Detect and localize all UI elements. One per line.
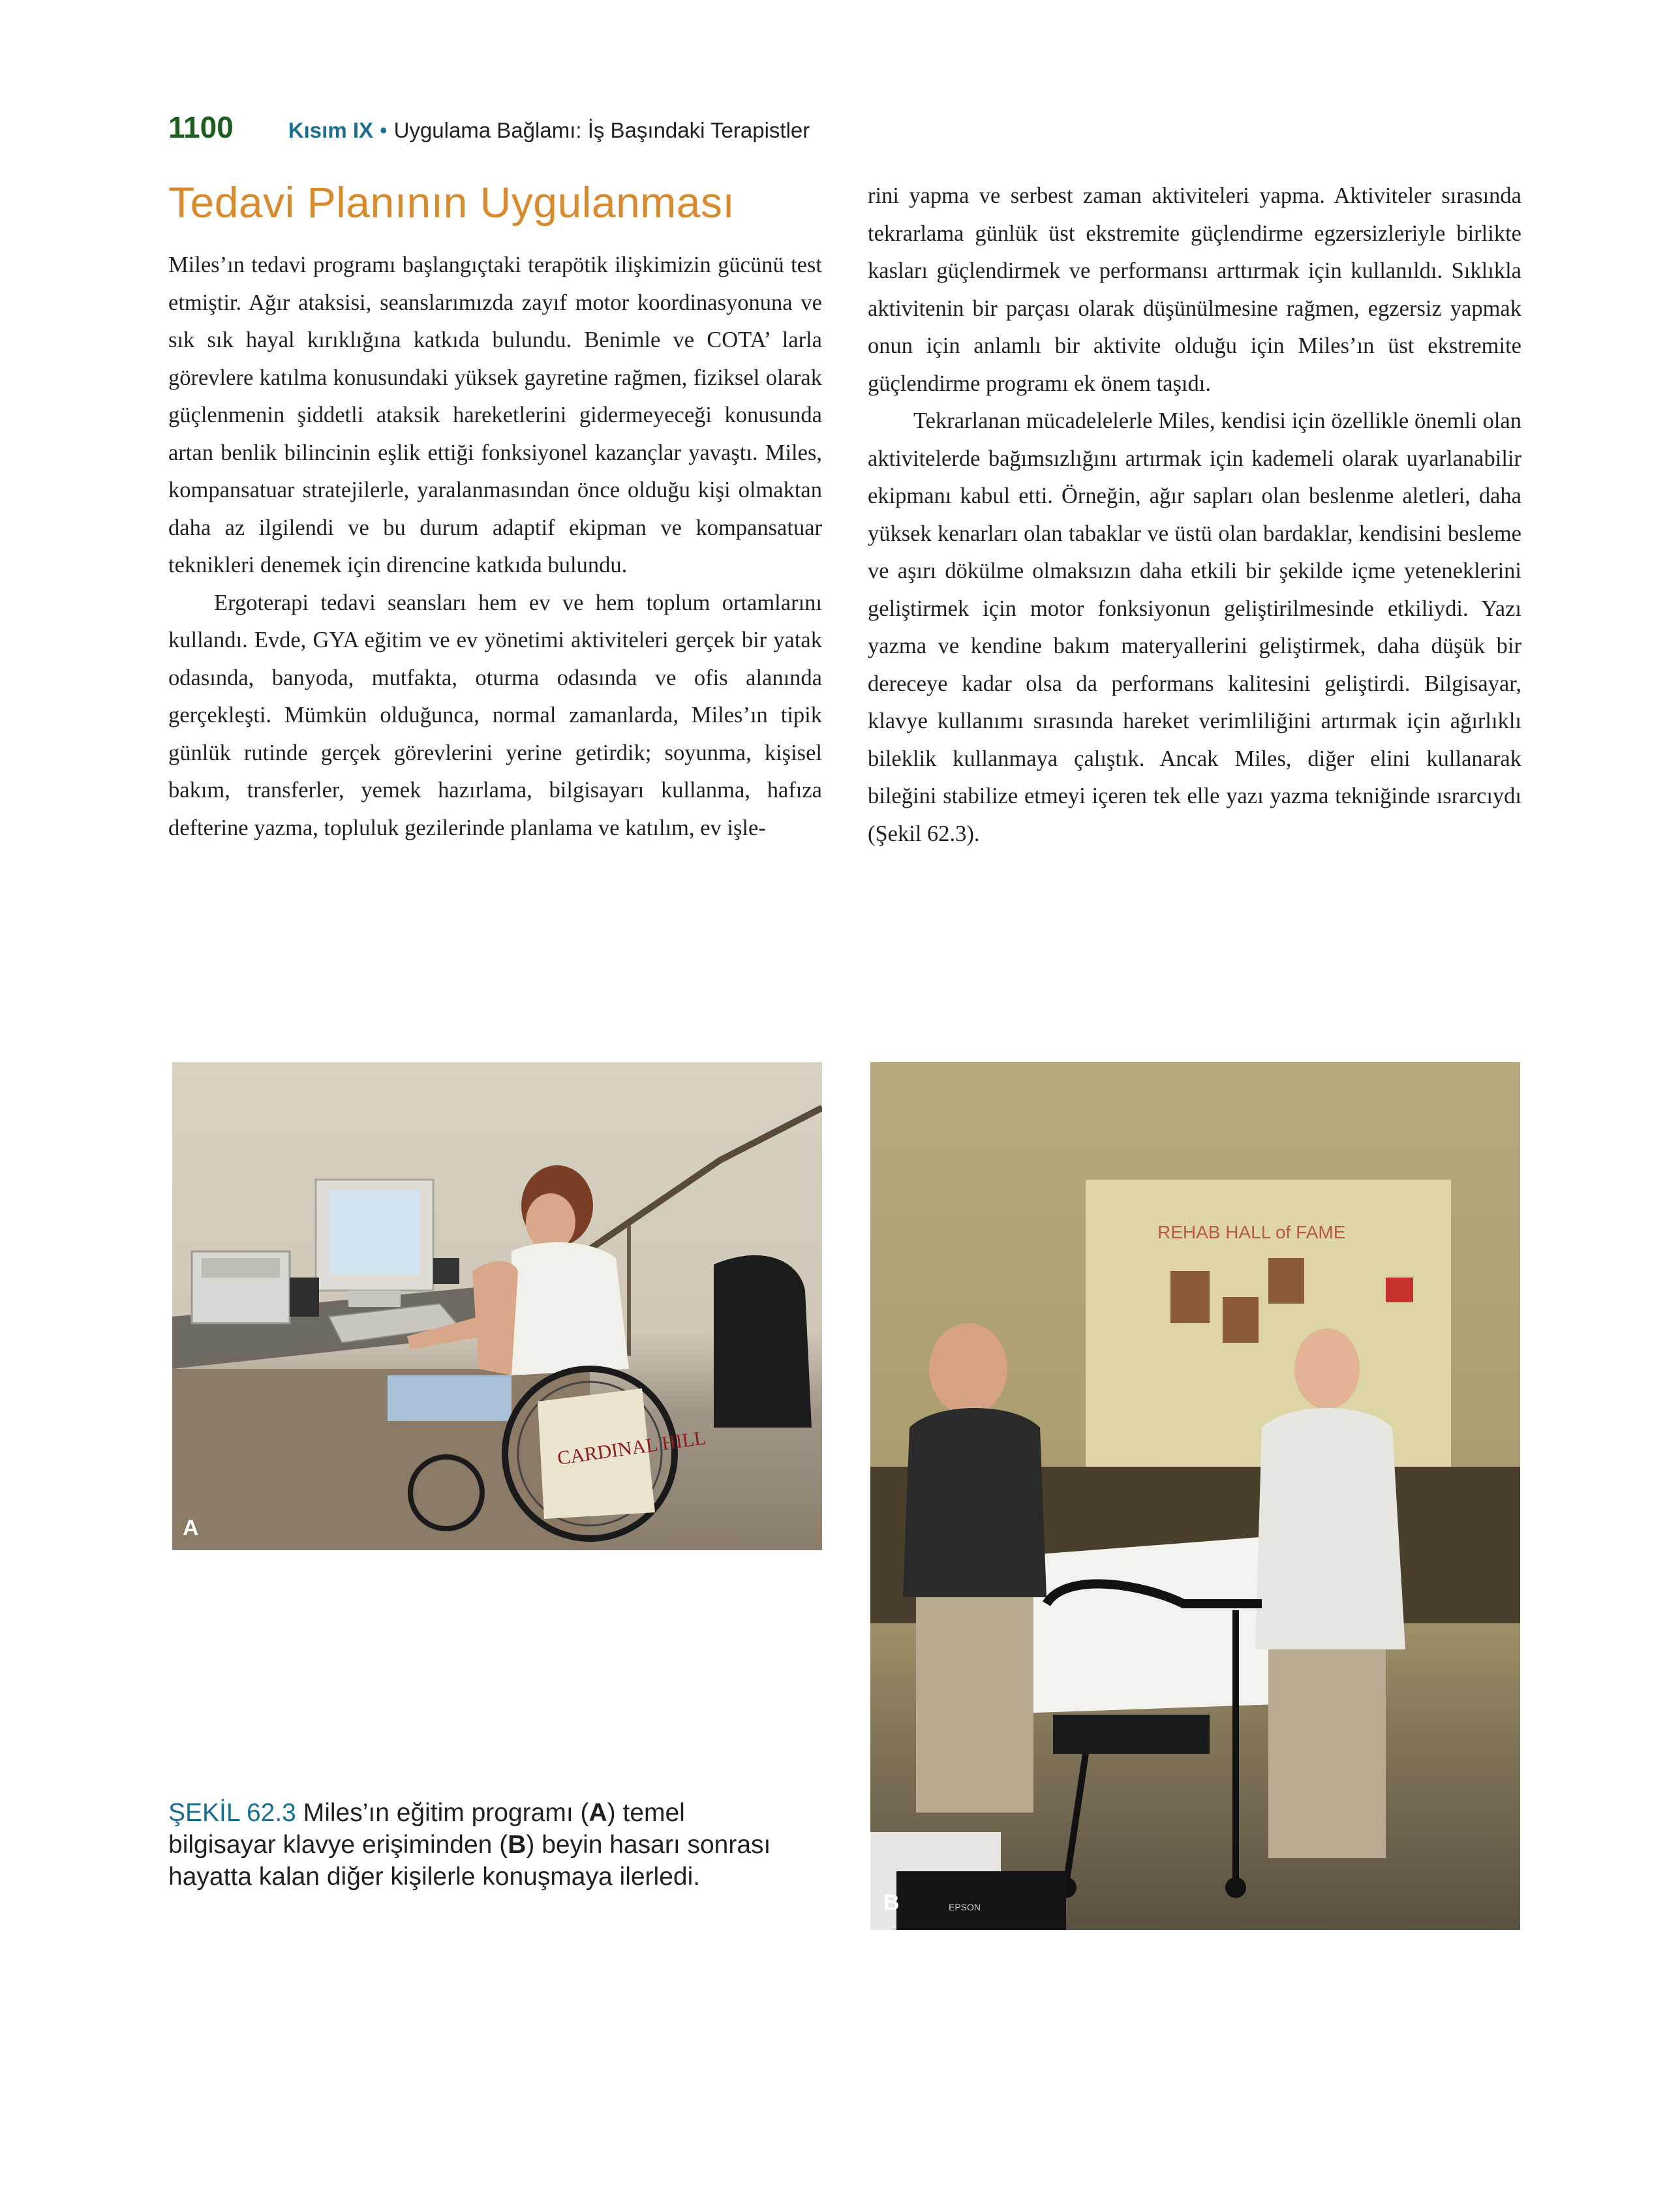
right-column (868, 177, 1521, 853)
left-paragraph-1: Miles’ın tedavi programı başlangıçtaki terapötik ilişkimizin gücünü test etmiştir. Ağır ataksisi, seanslarımızda zayıf motor koordinasyonuna ve sık sık hayal kırıklığına katkıda bulundu. Benimle ve COTA’ larla görevlere katılma konusundaki yüksek gayretine rağmen, fiziksel olarak güçlenmenin şiddetli ataksik hareketlerini gidermeyeceği konusunda artan benlik bilincinin eşlik ettiği fonksiyonel kazançlar yavaştı. Miles, kompansatuar stratejilerle, yaralanmasından önce olduğu kişi olmaktan daha az ilgilendi ve bu durum adaptif ekipman ve kompansatuar teknikleri denemek için direncine katkıda bulundu. (168, 253, 822, 577)
caption-ref-b: B (508, 1831, 527, 1859)
left-column (168, 247, 822, 847)
photo-a-bag-text: CARDINAL HILL (556, 1427, 708, 1469)
photo-b-illustration (870, 1062, 1520, 1930)
photo-a-letter: A (183, 1516, 199, 1540)
page-number: 1100 (168, 110, 234, 144)
header-bullet: • (380, 118, 388, 142)
caption-text-3: ) beyin hasarı sonrası hayatta kalan diğer kişilerle konuşmaya ilerledi. (168, 1831, 771, 1891)
right-paragraph-2: Tekrarlanan mücadelelerle Miles, kendisi için özellikle önemli olan aktivitelerde bağımsızlığını artırmak için kademeli olarak uyarlanabilir ekipmanı kabul etti. Örneğin, ağır sapları olan beslenme aletleri, daha yüksek kenarları olan tabaklar ve üstü olan bardaklar, kendisini besleme ve aşırı dökülme olmaksızın daha etkili bir şekilde içme yeteneklerini geliştirmek için motor fonksiyonun geliştirilmesinde etkiliydi. Yazı yazma ve kendine bakım materyallerini geliştirmek, daha düşük bir dereceye kadar olsa da performans kalitesini geliştirdi. Bilgisayar, klavye kullanımı sırasında hareket verimliliğini artırmak için ağırlıklı bileklik kullanmaya çalıştık. Ancak Miles, diğer elini kullanarak bileğini stabilize etmeyi içeren tek elle yazı yazma tekniğinde ısrarcıydı (Şekil 62.3). (868, 408, 1521, 846)
figure-photo-a (172, 1062, 822, 1550)
photo-b-projector-text: EPSON (949, 1902, 981, 1912)
photo-b-letter: B (883, 1890, 900, 1915)
figure-caption (168, 1797, 795, 1893)
figure-photo-b (870, 1062, 1520, 1930)
part-label: Kısım IX (288, 118, 374, 142)
running-header (168, 110, 810, 142)
right-paragraph-1: rini yapma ve serbest zaman aktiviteleri yapma. Aktiviteler sırasında tekrarlama günlük üst ekstremite güçlendirme egzersizleriyle birlikte kasları güçlendirmek ve performansı arttırmak için kullanıldı. Sıklıkla aktivitenin bir parçası olarak düşünülmesine rağmen, egzersiz yapmak onun için anlamlı bir aktivite olduğu için Miles’ın üst ekstremite güçlendirme programı ek önem taşıdı. (868, 183, 1521, 396)
photo-b-slide-text: REHAB HALL of FAME (1157, 1222, 1346, 1242)
photo-a-illustration (172, 1062, 822, 1550)
caption-text-1: Miles’ın eğitim programı ( (303, 1799, 589, 1827)
figure-caption-label: ŞEKİL 62.3 (168, 1799, 296, 1827)
left-paragraph-2: Ergoterapi tedavi seansları hem ev ve hem toplum ortamlarını kullandı. Evde, GYA eğitim ve ev yönetimi aktiviteleri gerçek bir yatak odasında, banyoda, mutfakta, oturma odasında ve ofis alanında gerçekleşti. Mümkün olduğunca, normal zamanlarda, Miles’ın tipik günlük rutinde gerçek görevlerini yerine getirdik; soyunma, kişisel bakım, transferler, yemek hazırlama, bilgisayarı kullanma, hafıza defterine yazma, topluluk gezilerinde planlama ve katılım, ev işle- (168, 590, 822, 840)
part-title: Uygulama Bağlamı: İş Başındaki Terapistler (393, 118, 810, 142)
section-title: Tedavi Planının Uygulanması (168, 178, 735, 226)
caption-ref-a: A (588, 1799, 607, 1827)
caption-text-2: ) temel bilgisayar klavye erişiminden ( (168, 1799, 685, 1859)
